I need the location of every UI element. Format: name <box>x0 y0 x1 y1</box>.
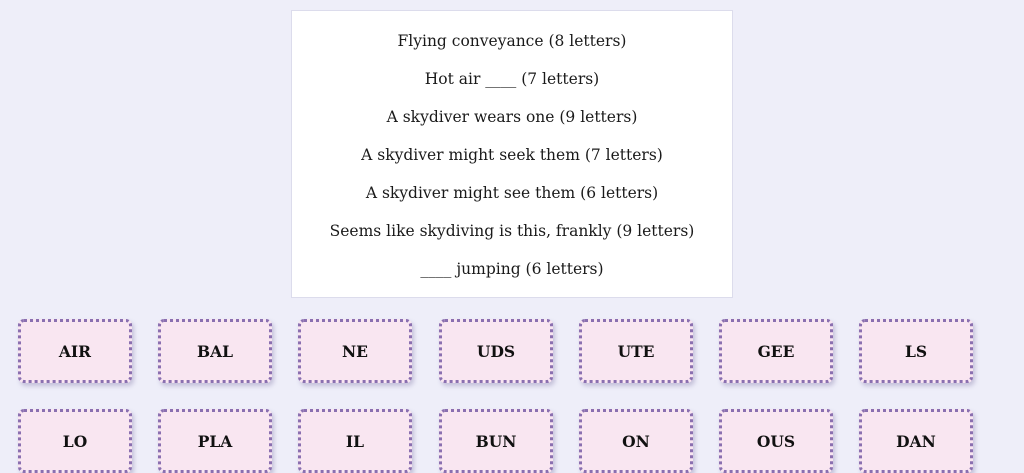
letter-tile[interactable]: LO <box>18 409 132 473</box>
letter-tile[interactable]: UTE <box>579 319 693 383</box>
letter-tile[interactable]: LS <box>859 319 973 383</box>
clue-1: Flying conveyance (8 letters) <box>397 32 627 50</box>
letter-tile[interactable]: IL <box>298 409 412 473</box>
clue-panel <box>291 10 733 298</box>
letter-tile[interactable]: ON <box>579 409 693 473</box>
letter-tile[interactable]: DAN <box>859 409 973 473</box>
letter-tile[interactable]: UDS <box>439 319 553 383</box>
clue-3: A skydiver wears one (9 letters) <box>386 108 638 126</box>
clue-6: Seems like skydiving is this, frankly (9 letters) <box>329 222 695 240</box>
letter-tile[interactable]: BUN <box>439 409 553 473</box>
clue-5: A skydiver might see them (6 letters) <box>365 184 659 202</box>
clue-7: ____ jumping (6 letters) <box>420 260 604 278</box>
clue-2: Hot air ____ (7 letters) <box>424 70 600 88</box>
letter-tile[interactable]: BAL <box>158 319 272 383</box>
letter-tile[interactable]: PLA <box>158 409 272 473</box>
letter-tile[interactable]: AIR <box>18 319 132 383</box>
letter-tile[interactable]: OUS <box>719 409 833 473</box>
letter-tile[interactable]: NE <box>298 319 412 383</box>
clue-4: A skydiver might seek them (7 letters) <box>361 146 663 164</box>
letter-tile[interactable]: GEE <box>719 319 833 383</box>
